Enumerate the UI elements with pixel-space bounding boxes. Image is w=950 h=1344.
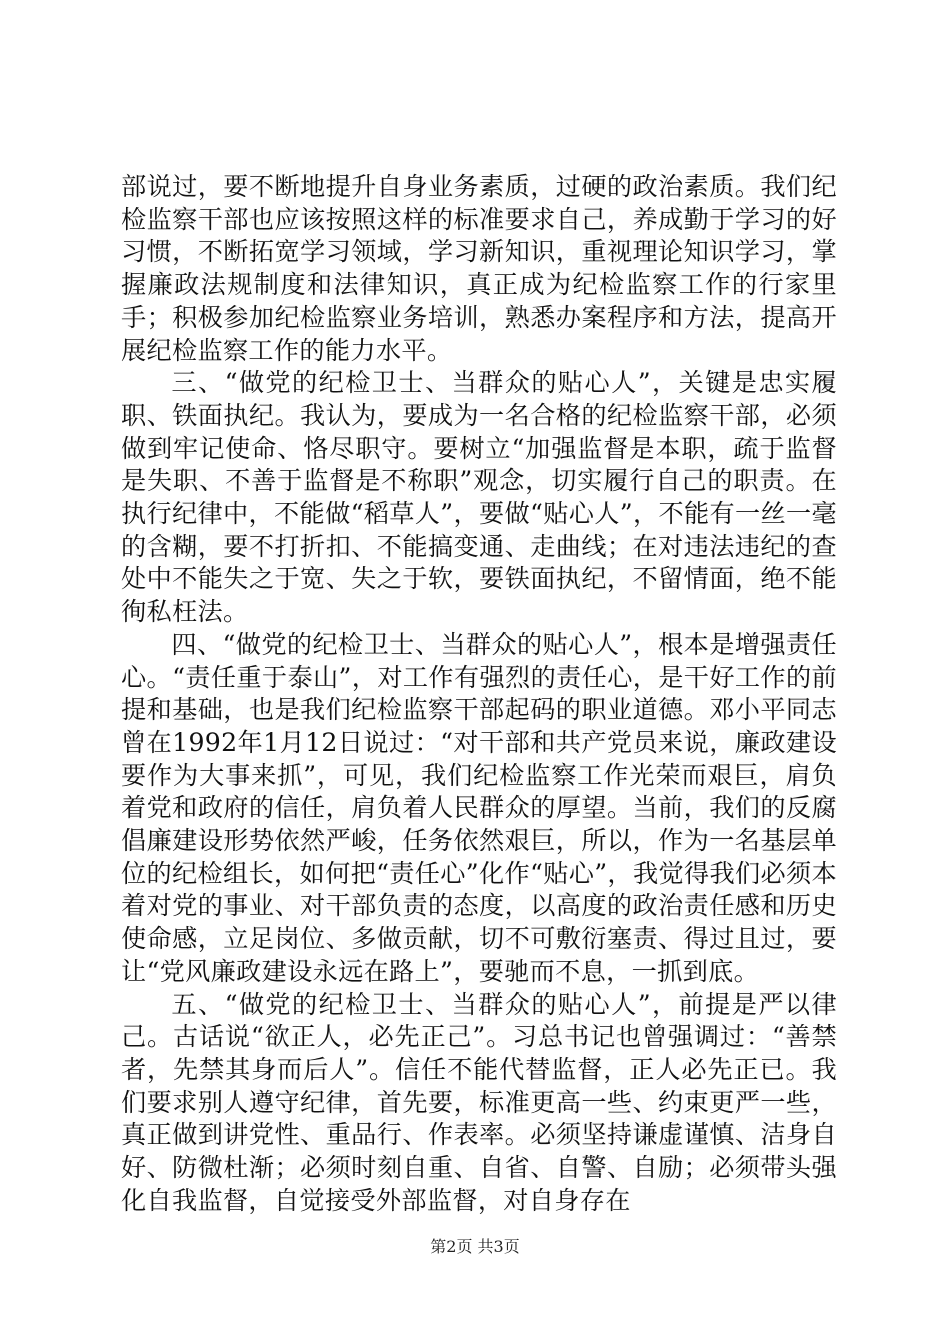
paragraph-section-three: 三、“做党的纪检卫士、当群众的贴心人”，关键是忠实履职、铁面执纪。我认为，要成为一名合格的纪检监察干部，必须做到牢记使命、恪尽职守。要树立“加强监督是本职，疏于监督是失职、不善于监督是不称职”观念，切实履行自己的职责。在执行纪律中，不能做“稻草人”，要做“贴心人”，不能有一丝一毫的含糊，要不打折扣、不能搞变通、走曲线；在对违法违纪的查处中不能失之于宽、失之于软，要铁面执纪，不留情面，绝不能徇私枉法。 [121,368,837,627]
page-number-footer: 第2页 共3页 [430,1237,520,1256]
paragraph-section-five: 五、“做党的纪检卫士、当群众的贴心人”，前提是严以律己。古话说“欲正人，必先正己”。习总书记也曾强调过：“善禁者，先禁其身而后人”。信任不能代替监督，正人必先正已。我们要求别人遵守纪律，首先要，标准更高一些、约束更严一些，真正做到讲党性、重品行、作表率。必须坚持谦虚谨慎、洁身自好、防微杜渐；必须时刻自重、自省、自警、自励；必须带头强化自我监督，自觉接受外部监督，对自身存在 [121,989,837,1215]
document-body [121,171,837,1218]
paragraph-continuation: 部说过，要不断地提升自身业务素质，过硬的政治素质。我们纪检监察干部也应该按照这样的标准要求自己，养成勤于学习的好习惯，不断拓宽学习领域，学习新知识，重视理论知识学习，掌握廉政法规制度和法律知识，真正成为纪检监察工作的行家里手；积极参加纪检监察业务培训，熟悉办案程序和方法，提高开展纪检监察工作的能力水平。 [121,172,837,365]
paragraph-section-four: 四、“做党的纪检卫士、当群众的贴心人”，根本是增强责任心。“责任重于泰山”，对工作有强烈的责任心，是干好工作的前提和基础，也是我们纪检监察干部起码的职业道德。邓小平同志曾在1992年1月12日说过：“对干部和共产党员来说，廉政建设要作为大事来抓”，可见，我们纪检监察工作光荣而艰巨，肩负着党和政府的信任，肩负着人民群众的厚望。当前，我们的反腐倡廉建设形势依然严峻，任务依然艰巨，所以，作为一名基层单位的纪检组长，如何把“责任心”化作“贴心”，我觉得我们必须本着对党的事业、对干部负责的态度，以高度的政治责任感和历史使命感，立足岗位、多做贡献，切不可敷衍塞责、得过且过，要让“党风廉政建设永远在路上”，要驰而不息，一抓到底。 [121,629,837,986]
